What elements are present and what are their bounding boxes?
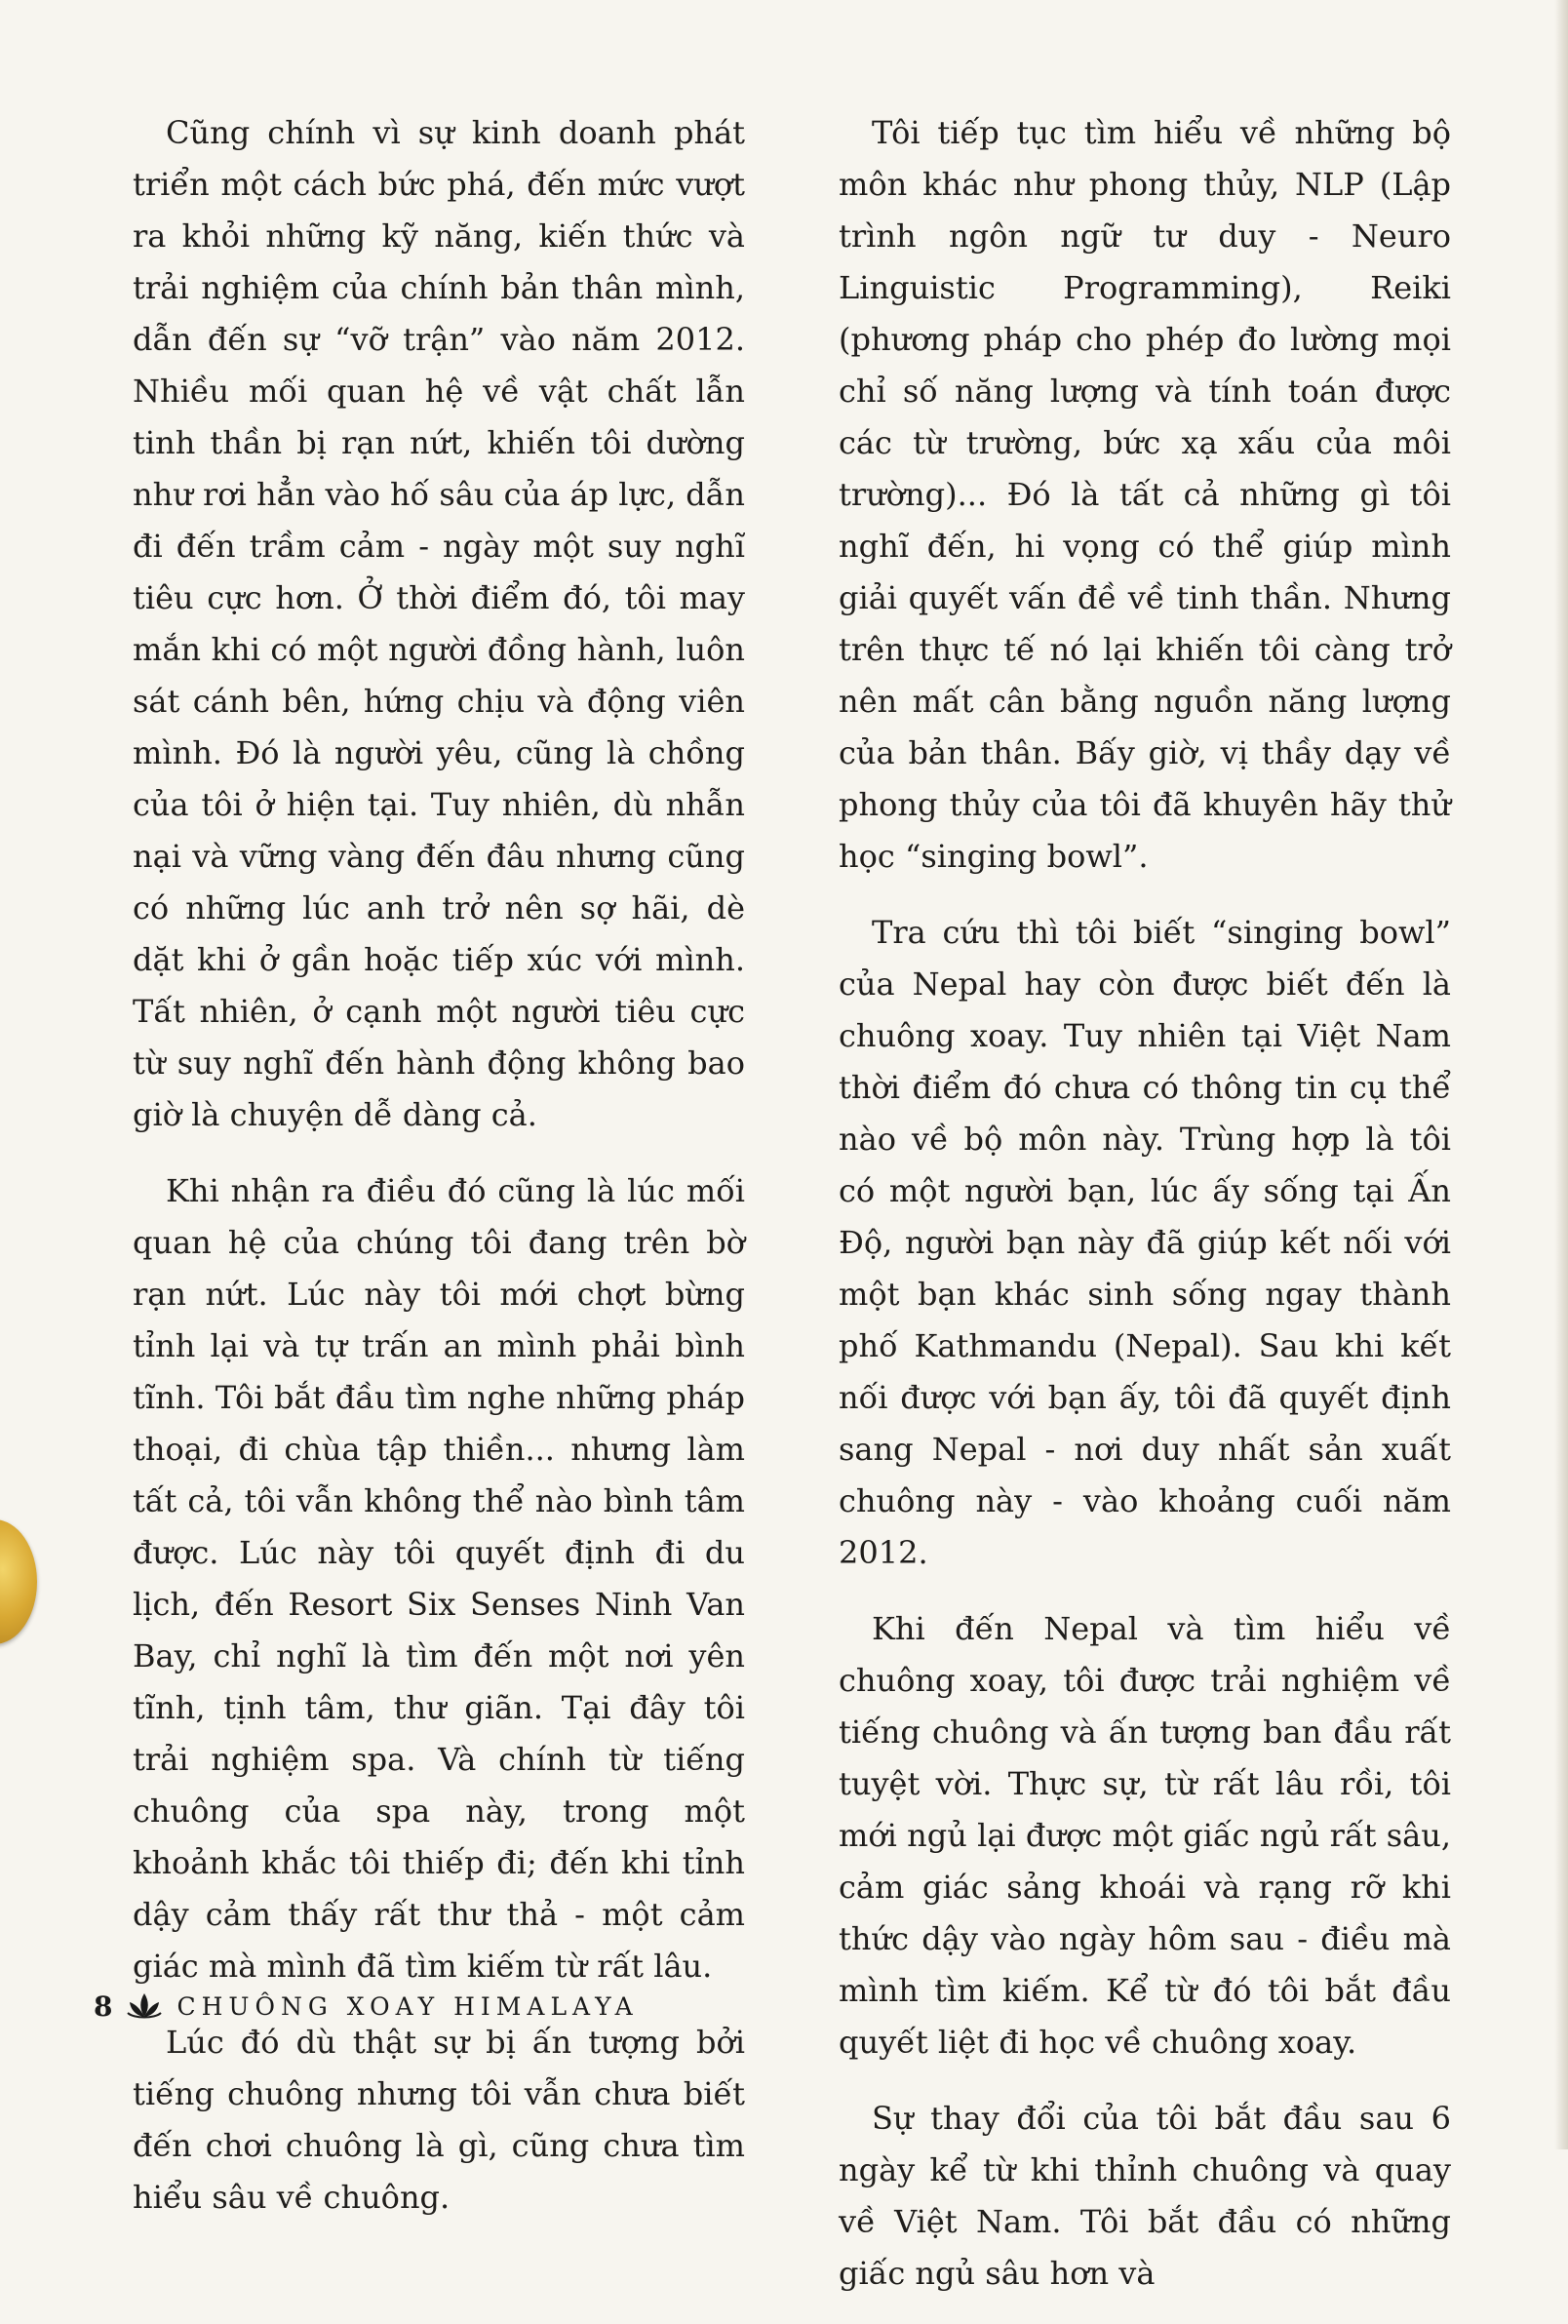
paragraph: Khi đến Nepal và tìm hiểu về chuông xoay, tôi được trải nghiệm về tiếng chuông và ấn tượng ban đầu rất tuyệt vời. Thực sự, từ rất lâu rồi, tôi mới ngủ lại được một giấc ngủ rất sâu, cảm giác sảng khoái và rạng rỡ khi thức dậy vào ngày hôm sau - điều mà mình tìm kiếm. Kể từ đó tôi bắt đầu quyết liệt đi học về chuông xoay. — [839, 1610, 1451, 2061]
paragraph: Khi nhận ra điều đó cũng là lúc mối quan hệ của chúng tôi đang trên bờ rạn nứt. Lúc này tôi mới chợt bừng tỉnh lại và tự trấn an mình phải bình tĩnh. Tôi bắt đầu tìm nghe những pháp thoại, đi chùa tập thiền... nhưng làm tất cả, tôi vẫn không thể nào bình tâm được. Lúc này tôi quyết định đi du lịch, đến Resort Six Senses Ninh Van Bay, chỉ nghĩ là tìm đến một nơi yên tĩnh, tịnh tâm, thư giãn. Tại đây tôi trải nghiệm spa. Và chính từ tiếng chuông của spa này, trong một khoảnh khắc tôi thiếp đi; đến khi tỉnh dậy cảm thấy rất thư thả - một cảm giác mà mình đã tìm kiếm từ rất lâu. — [133, 1172, 745, 1985]
left-column — [133, 107, 745, 2248]
paragraph: Lúc đó dù thật sự bị ấn tượng bởi tiếng chuông nhưng tôi vẫn chưa biết đến chơi chuông là gì, cũng chưa tìm hiểu sâu về chuông. — [133, 2024, 745, 2216]
right-column — [839, 107, 1451, 2324]
paragraph: Tôi tiếp tục tìm hiểu về những bộ môn khác như phong thủy, NLP (Lập trình ngôn ngữ tư duy - Neuro Linguistic Programming), Reiki (phương pháp cho phép đo lường mọi chỉ số năng lượng và tính toán được các từ trường, bức xạ xấu của môi trường)... Đó là tất cả những gì tôi nghĩ đến, hi vọng có thể giúp mình giải quyết vấn đề về tinh thần. Nhưng trên thực tế nó lại khiến tôi càng trở nên mất cân bằng nguồn năng lượng của bản thân. Bấy giờ, vị thầy dạy về phong thủy của tôi đã khuyên hãy thử học “singing bowl”. — [839, 114, 1451, 875]
paragraph: Cũng chính vì sự kinh doanh phát triển một cách bức phá, đến mức vượt ra khỏi những kỹ năng, kiến thức và trải nghiệm của chính bản thân mình, dẫn đến sự “vỡ trận” vào năm 2012. Nhiều mối quan hệ về vật chất lẫn tinh thần bị rạn nứt, khiến tôi dường như rơi hẳn vào hố sâu của áp lực, dẫn đi đến trầm cảm - ngày một suy nghĩ tiêu cực hơn. Ở thời điểm đó, tôi may mắn khi có một người đồng hành, luôn sát cánh bên, hứng chịu và động viên mình. Đó là người yêu, cũng là chồng của tôi ở hiện tại. Tuy nhiên, dù nhẫn nại và vững vàng đến đâu nhưng cũng có những lúc anh trở nên sợ hãi, dè dặt khi ở gần hoặc tiếp xúc với mình. Tất nhiên, ở cạnh một người tiêu cực từ suy nghĩ đến hành động không bao giờ là chuyện dễ dàng cả. — [133, 114, 745, 1133]
lotus-icon — [124, 1989, 165, 2023]
coin-object — [0, 1519, 37, 1644]
paragraph: Sự thay đổi của tôi bắt đầu sau 6 ngày kể từ khi thỉnh chuông và quay về Việt Nam. Tôi bắt đầu có những giấc ngủ sâu hơn và — [839, 2100, 1451, 2292]
page-footer — [94, 1987, 639, 2026]
paragraph: Tra cứu thì tôi biết “singing bowl” của Nepal hay còn được biết đến là chuông xoay. Tuy nhiên tại Việt Nam thời điểm đó chưa có thông tin cụ thể nào về bộ môn này. Trùng hợp là tôi có một người bạn, lúc ấy sống tại Ấn Độ, người bạn này đã giúp kết nối với một bạn khác sinh sống ngay thành phố Kathmandu (Nepal). Sau khi kết nối được với bạn ấy, tôi đã quyết định sang Nepal - nơi duy nhất sản xuất chuông này - vào khoảng cuối năm 2012. — [839, 914, 1451, 1571]
book-title: CHUÔNG XOAY HIMALAYA — [176, 1991, 639, 2021]
page-edge — [1554, 0, 1568, 2149]
page-number: 8 — [94, 1989, 113, 2023]
